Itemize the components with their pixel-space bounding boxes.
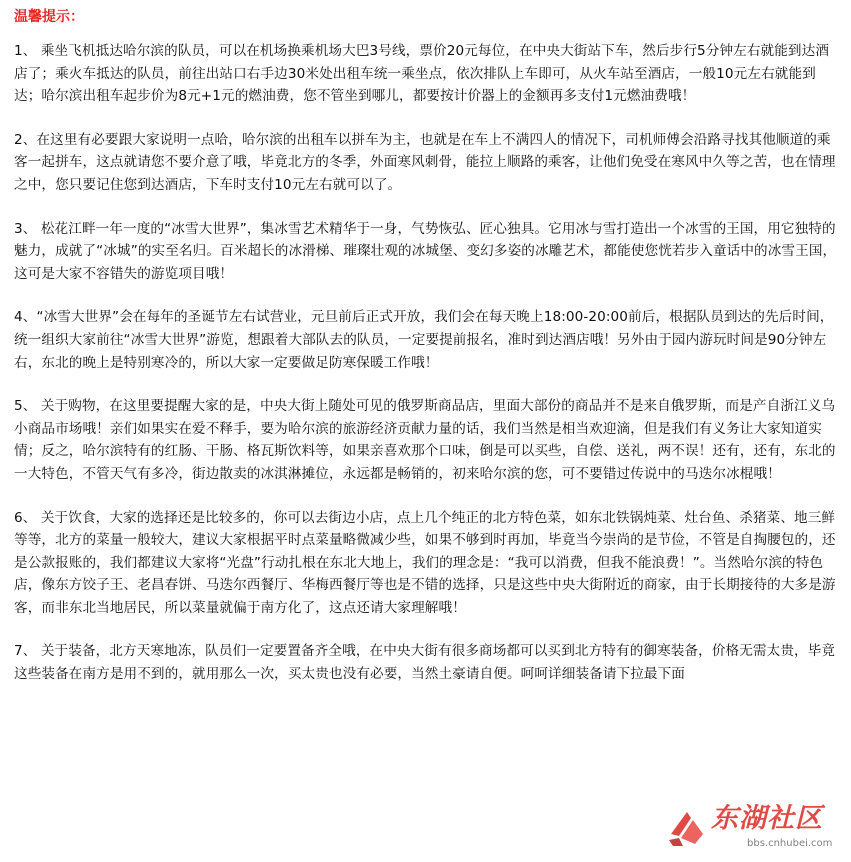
watermark-logo-icon — [665, 804, 709, 848]
tip-paragraph-7: 7、 关于装备，北方天寒地冻，队员们一定要置备齐全哦，在中央大街有很多商场都可以买到北方特有的御寒装备，价格无需太贵，毕竟这些装备在南方是用不到的，就用那么一次，买太贵也没有必要，当然土豪请自便。呵呵详细装备请下拉最下面 — [14, 643, 836, 683]
site-watermark — [665, 802, 845, 858]
tip-paragraph-2: 2、在这里有必要跟大家说明一点哈，哈尔滨的出租车以拼车为主，也就是在车上不满四人的情况下，司机师傅会沿路寻找其他顺道的乘客一起拼车，这点就请您不要介意了哦，毕竟北方的冬季，外面寒风刺骨，能拉上顺路的乘客，让他们免受在寒风中久等之苦，也在情理之中，您只要记住您到达酒店，下车时支付10元左右就可以了。 — [14, 131, 836, 193]
tip-paragraph-5: 5、 关于购物，在这里要提醒大家的是，中央大街上随处可见的俄罗斯商品店，里面大部份的商品并不是来自俄罗斯，而是产自浙江义乌小商品市场哦！亲们如果实在爱不释手，要为哈尔滨的旅游经济贡献力量的话，我们当然是相当欢迎滴，但是我们有义务让大家知道实情；反之，哈尔滨特有的红肠、干肠、格瓦斯饮料等，如果亲喜欢那个口味，倒是可以买些，自偿、送礼，两不误！还有，还有，东北的一大特色，不管天气有多冷，街边散卖的冰淇淋摊位，永远都是畅销的，初来哈尔滨的您，可不要错过传说中的马迭尔冰棍哦！ — [14, 398, 836, 482]
tips-heading: 温馨提示： — [14, 9, 84, 25]
watermark-url: bbs.cnhubei.com — [747, 838, 833, 849]
tip-paragraph-3: 3、 松花江畔一年一度的“冰雪大世界”，集冰雪艺术精华于一身，气势恢弘、匠心独具。它用冰与雪打造出一个冰雪的王国，用它独特的魅力，成就了“冰城”的实至名归。百米超长的冰滑梯、璀璨壮观的冰城堡、变幻多姿的冰雕艺术，都能使您恍若步入童话中的冰雪王国，这可是大家不容错失的游览项目哦！ — [14, 220, 837, 282]
tip-paragraph-4: 4、“冰雪大世界”会在每年的圣诞节左右试营业，元旦前后正式开放，我们会在每天晚上18:00-20:00前后，根据队员到达的先后时间，统一组织大家前往“冰雪大世界”游览，想跟着大部队去的队员，一定要提前报名，准时到达酒店哦！另外由于园内游玩时间是90分钟左右，东北的晚上是特别寒冷的，所以大家一定要做足防寒保暖工作哦！ — [14, 309, 834, 371]
tip-paragraph-6: 6、 关于饮食，大家的选择还是比较多的，你可以去街边小店，点上几个纯正的北方特色菜，如东北铁锅炖菜、灶台鱼、杀猪菜、地三鲜等等，北方的菜量一般较大，建议大家根据平时点菜量略微减少些，如果不够到时再加，毕竟当今崇尚的是节俭，不管是自掏腰包的，还是公款报账的，我们都建议大家将“光盘”行动扎根在东北大地上，我们的理念是：“我可以消费，但我不能浪费！”。当然哈尔滨的特色店，像东方饺子王、老昌春饼、马迭尔西餐厅、华梅西餐厅等也是不错的选择，只是这些中央大街附近的商家，由于长期接待的大多是游客，而非东北当地居民，所以菜量就偏于南方化了，这点还请大家理解哦！ — [14, 509, 836, 616]
watermark-brand: 东湖社区 — [711, 803, 823, 834]
tip-paragraph-1: 1、 乘坐飞机抵达哈尔滨的队员，可以在机场换乘机场大巴3号线，票价20元每位，在中央大街站下车，然后步行5分钟左右就能到达酒店了；乘火车抵达的队员，前往出站口右手边30米处出租车统一乘坐点，依次排队上车即可，从火车站至酒店，一般10元左右就能到达；哈尔滨出租车起步价为8元+1元的燃油费，您不管坐到哪儿，都要按计价器上的金额再多支付1元燃油费哦！ — [14, 43, 830, 105]
